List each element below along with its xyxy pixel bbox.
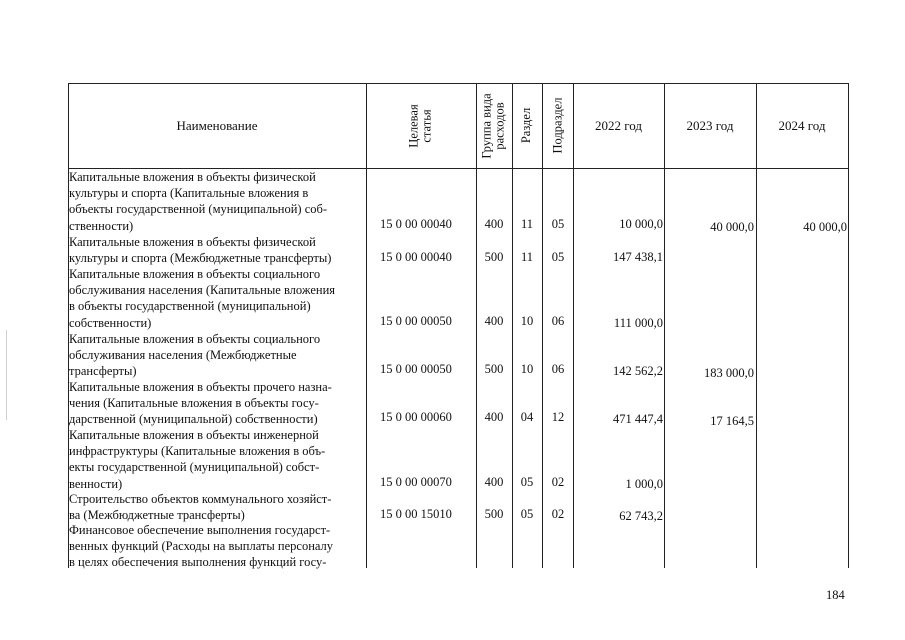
row-name: Финансовое обеспечение выполнения государст- венных функций (Расходы на выплаты персоналу в целях обеспечения выполнения функций госу- [69, 523, 334, 570]
row-code: 15 0 00 00040 [380, 250, 452, 264]
row-code: 15 0 00 00050 [380, 314, 452, 328]
row-value-2023: 17 164,5 [710, 414, 754, 428]
row-section: 04 [520, 410, 534, 424]
row-name: Капитальные вложения в объекты социального обслуживания населения (Капитальные вложения в объекты государственной (муниципальной) собственности) [69, 267, 336, 330]
row-value-2023: 183 000,0 [704, 366, 754, 380]
row-group: 400 [484, 475, 504, 489]
row-value-2022: 142 562,2 [613, 364, 663, 378]
row-value-2023: 40 000,0 [710, 220, 754, 234]
row-group: 400 [484, 314, 504, 328]
row-group: 400 [484, 410, 504, 424]
row-name: Капитальные вложения в объекты физической культуры и спорта (Межбюджетные трансферты) [69, 235, 332, 266]
budget-table [68, 83, 849, 568]
header-year-2022: 2022 год [595, 117, 642, 133]
row-value-2024: 40 000,0 [803, 220, 847, 234]
header-name: Наименование [176, 117, 258, 133]
header-subsection: Подраздел [550, 97, 564, 154]
row-section: 11 [520, 250, 534, 264]
header-expense-group: Группа вида расходов [480, 92, 508, 159]
row-group: 500 [484, 250, 504, 264]
row-value-2022: 147 438,1 [613, 250, 663, 264]
row-group: 400 [484, 217, 504, 231]
row-code: 15 0 00 00040 [380, 217, 452, 231]
row-section: 10 [520, 314, 534, 328]
row-subsection: 12 [551, 410, 565, 424]
row-name: Капитальные вложения в объекты социального обслуживания населения (Межбюджетные трансферты) [69, 332, 321, 379]
page-number: 184 [826, 588, 845, 602]
row-code: 15 0 00 00060 [380, 410, 452, 424]
row-section: 10 [520, 362, 534, 376]
row-subsection: 05 [551, 217, 565, 231]
row-name: Строительство объектов коммунального хозяйст- ва (Межбюджетные трансферты) [69, 492, 332, 523]
row-group: 500 [484, 362, 504, 376]
row-section: 05 [520, 475, 534, 489]
header-section: Раздел [519, 107, 534, 144]
row-value-2022: 62 743,2 [619, 509, 663, 523]
header-target-article: Целевая статья [407, 103, 434, 148]
row-code: 15 0 00 00070 [380, 475, 452, 489]
row-name: Капитальные вложения в объекты инженерной инфраструктуры (Капитальные вложения в объ- екты государственной (муниципальной) собст- венности) [69, 428, 326, 491]
row-subsection: 06 [551, 314, 565, 328]
row-section: 11 [520, 217, 534, 231]
row-subsection: 02 [551, 507, 565, 521]
table-right-border [848, 83, 849, 568]
row-code: 15 0 00 00050 [380, 362, 452, 376]
row-value-2022: 1 000,0 [625, 477, 663, 491]
row-subsection: 02 [551, 475, 565, 489]
scan-margin-mark [6, 330, 7, 420]
row-group: 500 [484, 507, 504, 521]
row-code: 15 0 00 15010 [380, 507, 452, 521]
row-value-2022: 10 000,0 [619, 217, 663, 231]
row-value-2022: 111 000,0 [613, 316, 663, 330]
row-subsection: 06 [551, 362, 565, 376]
row-name: Капитальные вложения в объекты физической культуры и спорта (Капитальные вложения в объекты государственной (муниципальной) соб- ственности) [69, 170, 328, 233]
row-subsection: 05 [551, 250, 565, 264]
row-value-2022: 471 447,4 [613, 412, 663, 426]
header-year-2024: 2024 год [778, 117, 826, 133]
row-name: Капитальные вложения в объекты прочего назна- чения (Капитальные вложения в объекты госу- дарственной (муниципальной) собственности) [69, 380, 332, 427]
row-section: 05 [520, 507, 534, 521]
header-year-2023: 2023 год [686, 117, 734, 133]
